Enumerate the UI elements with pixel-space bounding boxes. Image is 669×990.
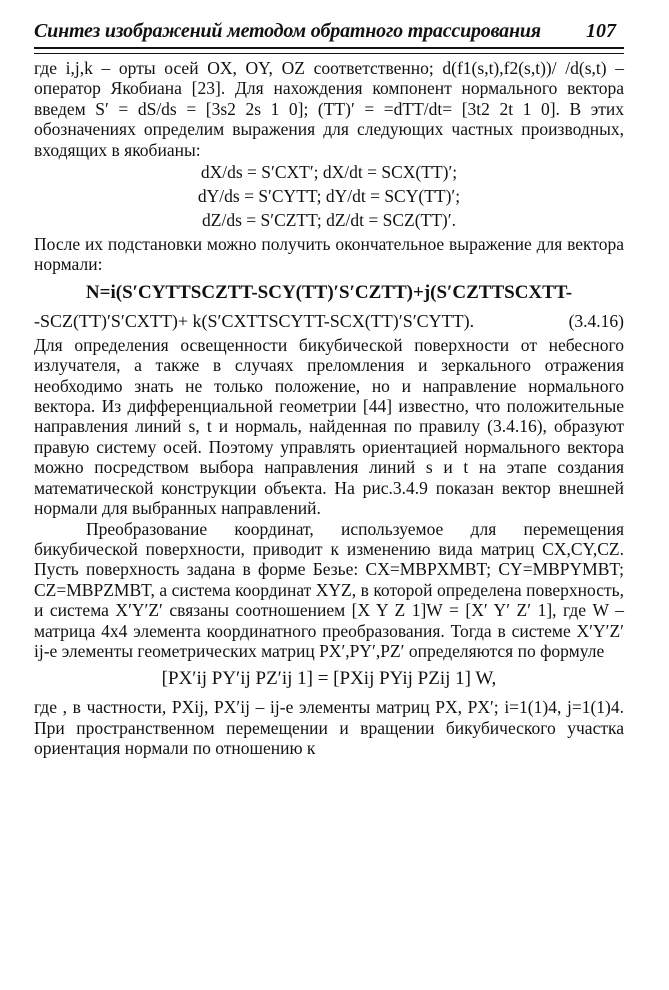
equation-number: (3.4.16) bbox=[568, 310, 624, 331]
body-text bbox=[34, 58, 624, 759]
page-number: 107 bbox=[586, 20, 616, 42]
paragraph: где i,j,k – орты осей OX, OY, OZ соответственно; d(f1(s,t),f2(s,t))/ /d(s,t) – оператор Якобиана [23]. Для нахождения компонент нормального вектора введем S′ = dS/ds = [3s2 2s 1 0]; (TT)′ = =dTT/dt= [3t2 2t 1 0]. В этих обозначениях определим выражения для следующих частных производных, входящих в якобианы: bbox=[34, 58, 624, 160]
equation-body: -SCZ(TT)′S′CXTT)+ k(S′CXTTSCYTT-SCX(TT)′S′CYTT). bbox=[34, 310, 475, 331]
running-header bbox=[34, 20, 624, 50]
paragraph: Для определения освещенности бикубической поверхности от небесного излучателя, а также в случаях преломления и зеркального отражения необходимо знать не только положение, но и направление нормального вектора. Из дифференциальной геометрии [44] известно, что положительные направления линий s, t и нормаль, найденная по правилу (3.4.16), образуют правую систему осей. Поэтому управлять ориентацией нормального вектора можно посредством выбора направления линий s и t на этапе создания математической конструкции объекта. На рис.3.4.9 показан вектор внешней нормали для выбранных направлений. bbox=[34, 334, 624, 519]
equation: [PX′ij PY′ij PZ′ij 1] = [PXij PYij PZij 1] W, bbox=[161, 668, 497, 690]
running-title: Синтез изображений методом обратного трассирования bbox=[34, 20, 541, 42]
paragraph: где , в частности, PXij, PX′ij – ij-е элементы матриц PX, PX′; i=1(1)4, j=1(1)4. При пространственном перемещении и вращении бикубического участка ориентация нормали по отношению к bbox=[34, 697, 624, 759]
header-rule bbox=[34, 47, 624, 54]
paragraph: Преобразование координат, используемое для перемещения бикубической поверхности, приводит к изменению вида матриц CX,CY,CZ. Пусть поверхность задана в форме Безье: CX=MBPXMBT; CY=MBPYMBT; CZ=MBPZMBT, а система координат XYZ, в которой определена поверхность, и система X′Y′Z′ связаны соотношением [X Y Z 1]W = [X′ Y′ Z′ 1], где W – матрица 4x4 элемента координатного преобразования. Тогда в системе X′Y′Z′ ij-е элементы геометрических матриц PX′,PY′,PZ′ определяются по формуле bbox=[34, 518, 624, 661]
equation: dY/ds = S′CYTT; dY/dt = SCY(TT)′; bbox=[197, 186, 461, 207]
normal-vector-equation: N=i(S′CYTTSCZTT-SCY(TT)′S′CZTT)+j(S′CZTTSCXTT- bbox=[85, 281, 573, 303]
equation: dZ/ds = S′CZTT; dZ/dt = SCZ(TT)′. bbox=[202, 210, 456, 231]
normal-vector-equation-cont bbox=[34, 307, 624, 335]
equation: dX/ds = S′CXT′; dX/dt = SCX(TT)′; bbox=[200, 162, 458, 183]
paragraph: После их подстановки можно получить окончательное выражение для вектора нормали: bbox=[34, 234, 624, 275]
